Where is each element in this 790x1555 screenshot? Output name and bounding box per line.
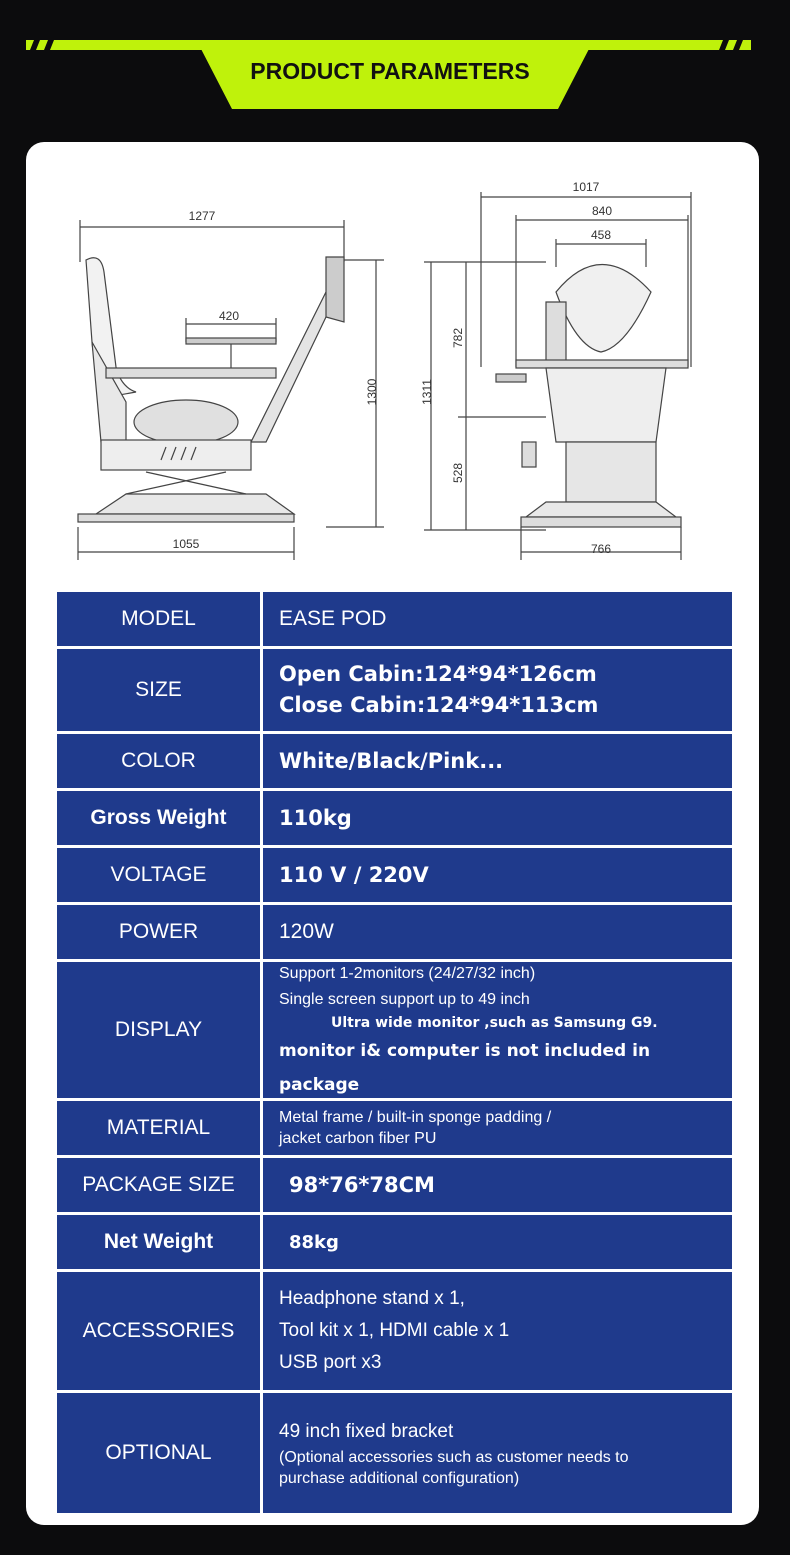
- value-line: Single screen support up to 49 inch: [279, 990, 530, 1008]
- value-line: 110kg: [279, 806, 352, 830]
- dim-front-inner-width: 458: [590, 228, 612, 242]
- row-label: MODEL: [57, 592, 260, 646]
- value-line: 120W: [279, 920, 334, 943]
- row-label: OPTIONAL: [57, 1393, 260, 1513]
- table-row: [57, 848, 732, 902]
- table-row: [57, 1215, 732, 1269]
- value-line: 88kg: [289, 1231, 339, 1253]
- side-view-drawing: [78, 220, 384, 560]
- row-label: Gross Weight: [57, 791, 260, 845]
- row-label: DISPLAY: [57, 962, 260, 1098]
- value-line: purchase additional configuration): [279, 1470, 520, 1487]
- row-value: [263, 649, 732, 731]
- value-line: jacket carbon fiber PU: [279, 1130, 437, 1147]
- table-row: [57, 962, 732, 1098]
- row-value: [263, 1101, 732, 1155]
- row-value: [263, 962, 732, 1098]
- value-line: EASE POD: [279, 607, 387, 630]
- dim-front-lower-height: 528: [451, 462, 465, 484]
- table-row: [57, 1101, 732, 1155]
- dim-front-total-height: 1311: [420, 379, 434, 405]
- row-value: [263, 1272, 732, 1390]
- table-row: [57, 905, 732, 959]
- dim-side-top-width: 1277: [188, 209, 216, 223]
- table-row: [57, 649, 732, 731]
- row-value: [263, 848, 732, 902]
- table-row: [57, 592, 732, 646]
- row-label: POWER: [57, 905, 260, 959]
- value-line: Support 1-2monitors (24/27/32 inch): [279, 964, 536, 982]
- value-line: 98*76*78CM: [289, 1173, 435, 1197]
- page-title: PRODUCT PARAMETERS: [250, 58, 530, 84]
- row-value: [263, 592, 732, 646]
- dimension-drawings: [26, 142, 759, 582]
- dim-front-mid-width: 840: [591, 204, 613, 218]
- value-line: (Optional accessories such as customer needs to: [279, 1449, 629, 1466]
- row-value: [263, 1215, 732, 1269]
- value-line: USB port x3: [279, 1352, 382, 1373]
- row-value: [263, 905, 732, 959]
- row-label: SIZE: [57, 649, 260, 731]
- row-value: [263, 1158, 732, 1212]
- value-line: White/Black/Pink...: [279, 749, 504, 773]
- value-line: Headphone stand x 1,: [279, 1288, 465, 1309]
- dim-front-base-width: 766: [590, 542, 612, 556]
- value-line: 110 V / 220V: [279, 863, 429, 887]
- parameters-table: [57, 592, 732, 1516]
- row-label: Net Weight: [57, 1215, 260, 1269]
- row-label: COLOR: [57, 734, 260, 788]
- value-line: monitor i& computer is not included in package: [279, 1040, 651, 1095]
- row-label: MATERIAL: [57, 1101, 260, 1155]
- value-line: Open Cabin:124*94*126cm: [279, 662, 597, 686]
- value-line: 49 inch fixed bracket: [279, 1421, 454, 1442]
- table-row: [57, 1158, 732, 1212]
- row-label: VOLTAGE: [57, 848, 260, 902]
- value-line: Close Cabin:124*94*113cm: [279, 693, 599, 717]
- dim-side-seat-width: 420: [218, 309, 240, 323]
- row-value: [263, 734, 732, 788]
- table-row: [57, 1272, 732, 1390]
- row-value: [263, 791, 732, 845]
- table-row: [57, 1393, 732, 1513]
- row-label: ACCESSORIES: [57, 1272, 260, 1390]
- row-value: [263, 1393, 732, 1513]
- dim-front-outer-width: 1017: [572, 180, 600, 194]
- dim-front-upper-height: 782: [451, 327, 465, 349]
- front-view-drawing: [424, 192, 691, 560]
- value-line: Metal frame / built-in sponge padding /: [279, 1109, 552, 1126]
- table-row: [57, 791, 732, 845]
- row-label: PACKAGE SIZE: [57, 1158, 260, 1212]
- value-line: Ultra wide monitor ,such as Samsung G9.: [331, 1014, 658, 1031]
- dim-side-height: 1300: [365, 378, 379, 406]
- dim-side-base-width: 1055: [172, 537, 200, 551]
- value-line: Tool kit x 1, HDMI cable x 1: [279, 1320, 510, 1341]
- table-row: [57, 734, 732, 788]
